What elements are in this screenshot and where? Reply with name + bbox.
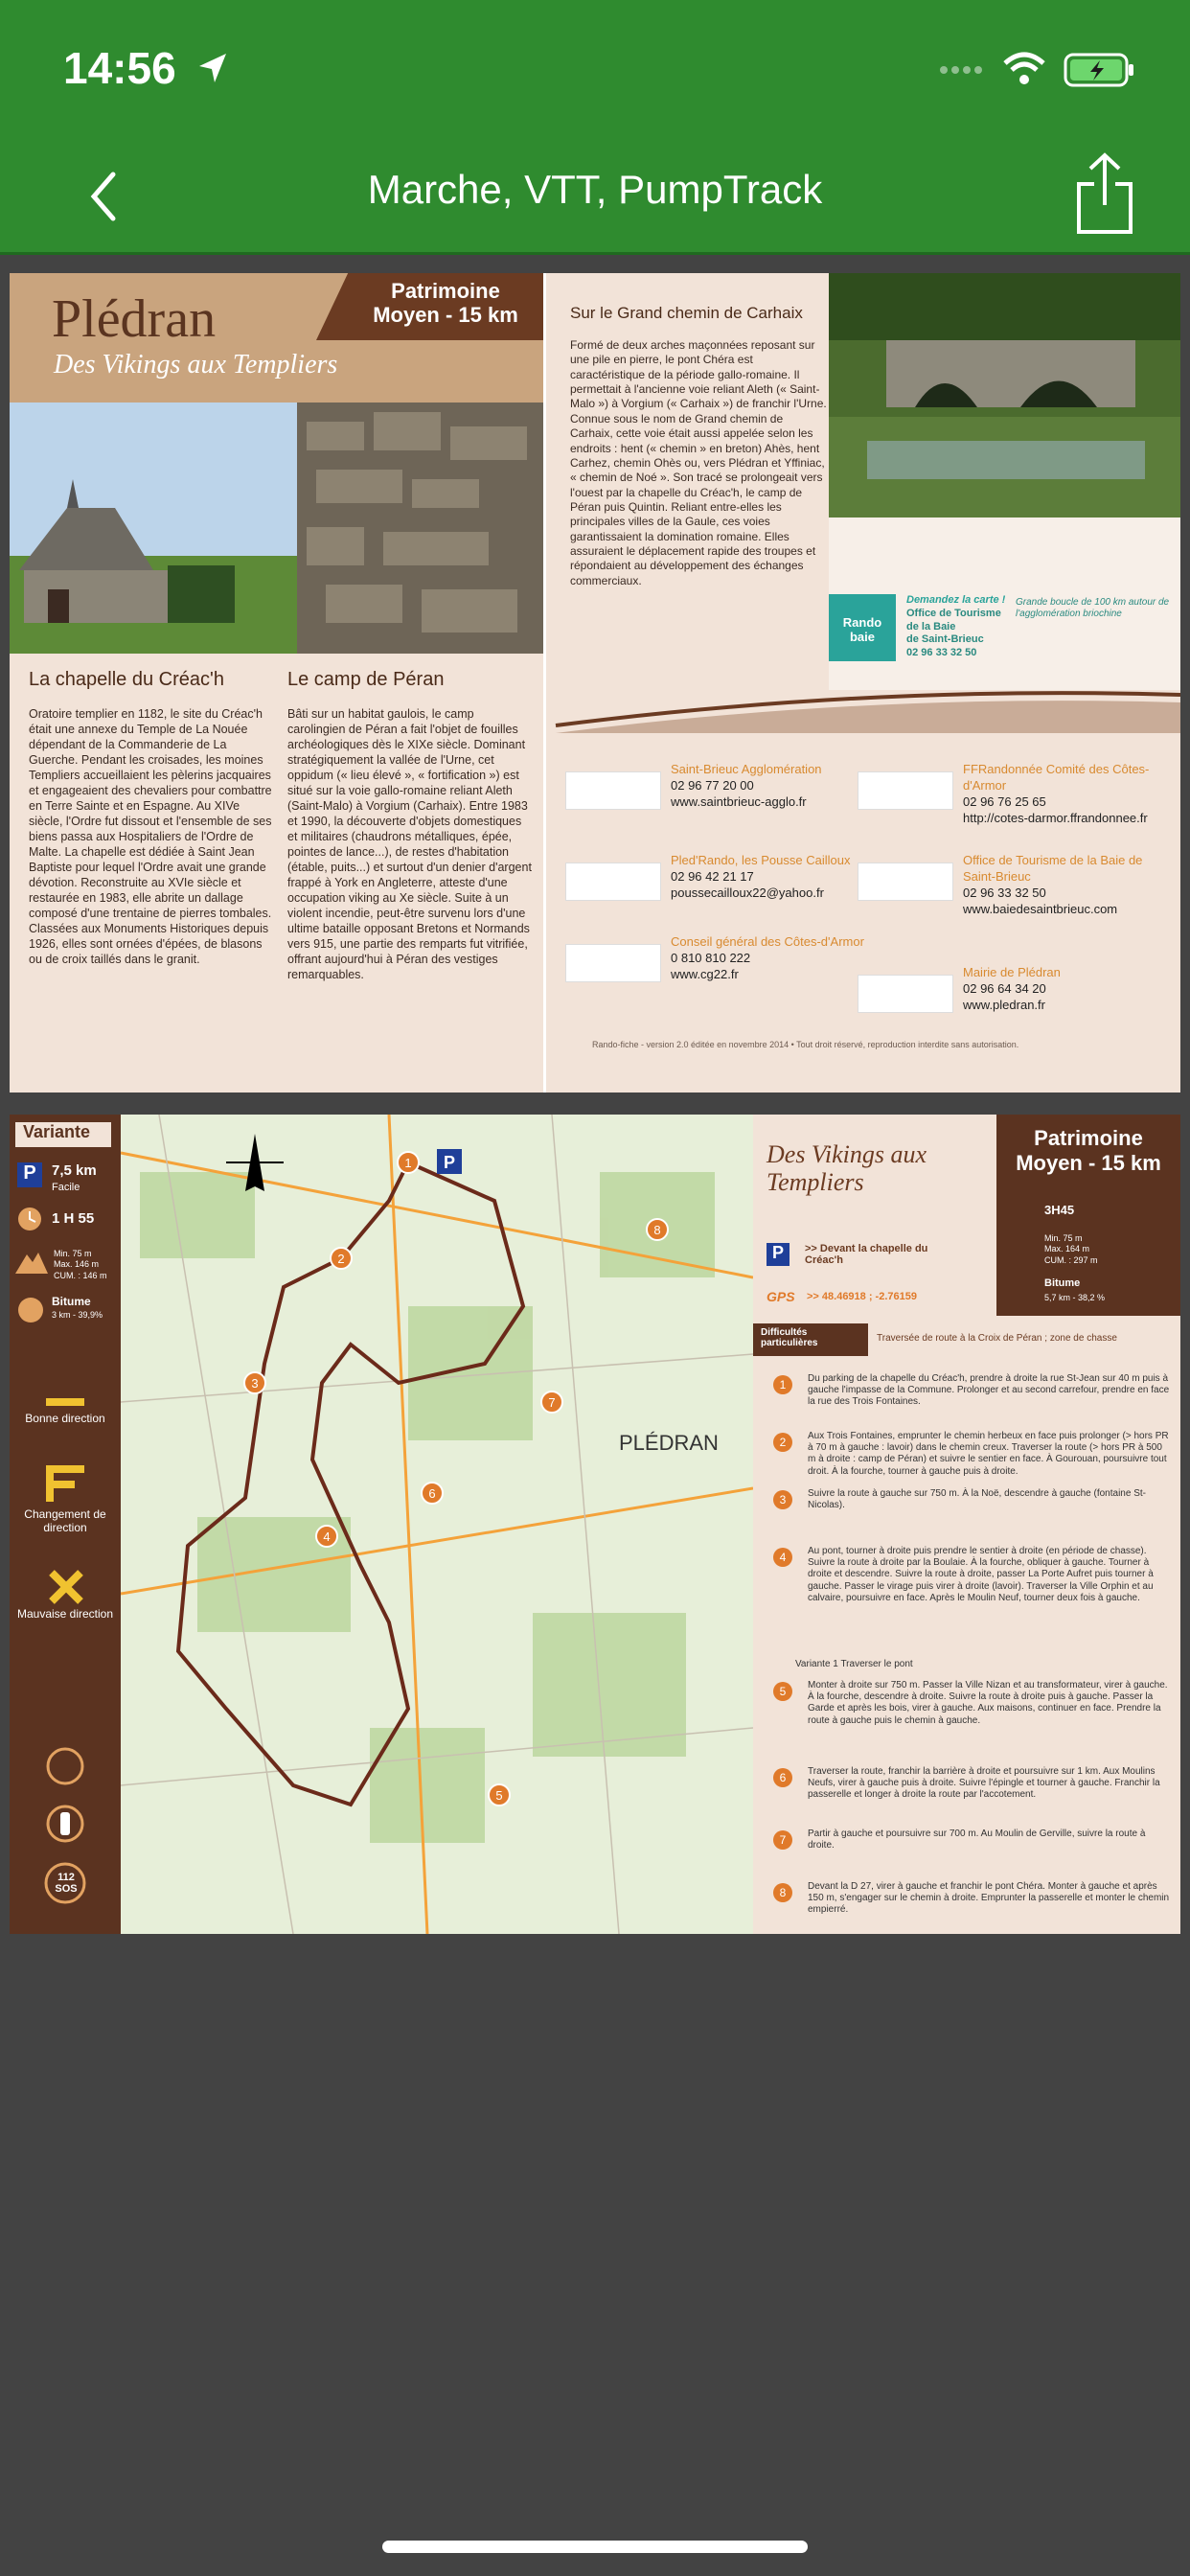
sos-badge: 112 SOS <box>55 1872 78 1896</box>
badge-text <box>355 279 537 328</box>
contact-web: poussecailloux22@yahoo.fr <box>671 885 824 900</box>
contact-logo <box>565 944 661 982</box>
battery-icon <box>1064 52 1136 88</box>
carhaix-text: Formé de deux arches maçonnées reposant sur une pile en pierre, le pont Chéra est caractéristique de la période gallo-romaine. Il permettait à l'ancienne voie reliant Aleth (« Saint-Malo ») à Vorgium (« Carhaix ») de franchir l'Urne. Connue sous le nom de Grand chemin de Carhaix, cette voie était aussi appelée selon les endroits : hent (« chemin » en breton) Ahès, hent Carhez, chemin Ohès ou, vers Plédran et Yffiniac, « chemin de Noé ». Son tracé se prolongeait vers l'ouest par la chapelle du Créac'h, le camp de Péran puis Quintin. Reliant entre-elles les principales villes de la Gaule, ces voies garantissaient la domination romaine. Elles assuraient le déplacement rapide des troupes et répondaient au développement des échanges commerciaux. <box>570 338 827 587</box>
chapelle-text: Oratoire templier en 1182, le site du Créac'h était une annexe du Temple de La Nouée dépendant de la Commanderie de La Guerche. Pendant les croisades, les moines Templiers accueillaient les pèlerins jacquaires et engageaient des chevaliers pour combattre en Terre Sainte et en Espagne. Au XIVe siècle, l'Ordre fut dissout et l'ensemble de ses biens passa aux Hospitaliers de l'Ordre de Malte. La chapelle est dédiée à Saint Jean Baptiste pour lequel l'Ordre avait une grande dévotion. Reconstruite au XVIe siècle et restaurée en 1983, elle abrite un dallage composé d'une trentaine de pierres tombales. Classées aux Monuments Historiques depuis 1926, elles sont ornées d'épées, de blasons ou de croix taillés dans le granit. <box>29 707 272 966</box>
contact-logo <box>858 975 953 1013</box>
boucle-text: Grande boucle de 100 km autour de l'agglomération briochine <box>1016 597 1170 619</box>
contact-phone: 02 96 42 21 17 <box>671 868 754 884</box>
svg-text:6: 6 <box>428 1486 436 1501</box>
rando-info-line: de Saint-Brieuc <box>906 633 984 646</box>
contact-entry <box>671 762 881 811</box>
share-icon[interactable] <box>1071 151 1138 238</box>
contact-web: www.pledran.fr <box>963 997 1045 1012</box>
gps-label: GPS <box>767 1289 795 1304</box>
rando-logo: Rando baie <box>829 594 896 661</box>
altitude <box>54 1249 107 1281</box>
contact-entry <box>671 934 881 983</box>
step-number: 5 <box>773 1682 792 1701</box>
parking-icon: P <box>17 1162 42 1187</box>
route-badge-level: Moyen - 15 km <box>1016 1151 1161 1176</box>
gps-coords: >> 48.46918 ; -2.76159 <box>807 1291 917 1302</box>
contact-name: Conseil général des Côtes-d'Armor <box>671 934 864 949</box>
contact-phone: 02 96 76 25 65 <box>963 794 1046 809</box>
contact-name: Saint-Brieuc Agglomération <box>671 762 822 776</box>
bitume-label: Bitume <box>52 1295 91 1308</box>
contact-phone: 02 96 64 34 20 <box>963 980 1046 996</box>
route-title: Des Vikings aux Templiers <box>767 1140 927 1196</box>
badge-level: Moyen - 15 km <box>373 303 518 328</box>
step-number: 8 <box>773 1883 792 1902</box>
contact-logo <box>565 771 661 810</box>
contact-web: www.cg22.fr <box>671 966 739 981</box>
contact-phone: 0 810 810 222 <box>671 950 751 965</box>
legend-good: Bonne direction <box>25 1412 105 1425</box>
nav-bar <box>0 144 1190 255</box>
step-number: 7 <box>773 1830 792 1850</box>
alt-cum: CUM. : 146 m <box>54 1270 107 1280</box>
step-text: Monter à droite sur 750 m. Passer la Ville Nizan et au transformateur, virer à gauche. À la fourche, descendre à droite. Suivre la route à droite puis à gauche. Passer la Garde et après les bois, virer à gauche. Aux maisons, continuer en face. Prendre la route à gauche puis le chemin à gauche. <box>808 1680 1168 1726</box>
svg-text:1: 1 <box>404 1156 412 1170</box>
svg-text:4: 4 <box>323 1530 331 1544</box>
step-text: Suivre la route à gauche sur 750 m. À la Noë, descendre à gauche (fontaine St-Nicolas). <box>808 1488 1146 1511</box>
wrong-direction-icon <box>48 1569 84 1605</box>
badge-category: Patrimoine <box>391 279 500 303</box>
contact-phone: 02 96 33 32 50 <box>963 885 1046 900</box>
step-text: Du parking de la chapelle du Créac'h, prendre à droite la rue St-Jean sur 40 m puis à gauche l'impasse de la Commune. Prolonger et au second carrefour, prendre en face la rue des Trois Fontaines. <box>808 1373 1170 1408</box>
legend-wrong: Mauvaise direction <box>16 1607 114 1621</box>
brochure-page-1[interactable] <box>10 273 1180 1092</box>
step-number: 1 <box>773 1375 792 1394</box>
step-number: 2 <box>773 1433 792 1452</box>
trail-divider <box>10 666 1180 733</box>
chapelle-heading: La chapelle du Créac'h <box>29 669 224 690</box>
contact-web: http://cotes-darmor.ffrandonnee.fr <box>963 810 1148 825</box>
route-altitude <box>1044 1233 1098 1266</box>
route-bitume: Bitume <box>1044 1277 1081 1289</box>
svg-text:2: 2 <box>337 1252 345 1266</box>
route-depart: >> Devant la chapelle du Créac'h <box>805 1243 928 1266</box>
step-text: Devant la D 27, virer à gauche et franchir le pont Chéra. Monter à gauche et après 150 m, s'engager sur le chemin à droite. Emprunter la passerelle et monter le chemin empierré. <box>808 1881 1170 1916</box>
contact-logo <box>565 862 661 901</box>
legend-change: Changement de direction <box>24 1507 106 1534</box>
step-text: Partir à gauche et poursuivre sur 700 m. Au Moulin de Gerville, suivre la route à droite. <box>808 1828 1146 1852</box>
step-text: Au pont, tourner à droite puis prendre le sentier à droite (en période de chasse). Suivre la route à droite par la Boulaie. À la fourche, obliquer à gauche. Tourner à droite et descendre. Suivre la route à droite, passer La Porte Aufret puis tourner à gauche. Passer le virage puis virer à droite (lavoir). Traverser la Ville Orphin et au calvaire, poursuivre en face. Après le Moulin Neuf, tourner deux fois à gauche. <box>808 1546 1154 1603</box>
brochure-subtitle: Des Vikings aux Templiers <box>54 350 338 380</box>
chapel-photo <box>10 402 546 654</box>
brochure-title: Plédran <box>52 289 217 349</box>
alt-min: Min. 75 m <box>54 1249 92 1258</box>
variante-step: Variante 1 Traverser le pont <box>795 1659 913 1669</box>
status-bar <box>0 0 1190 144</box>
elevation-icon <box>15 1249 48 1274</box>
svg-text:8: 8 <box>653 1223 661 1237</box>
svg-text:P: P <box>443 1153 456 1172</box>
route-alt-cum: CUM. : 297 m <box>1044 1254 1098 1265</box>
contact-web: www.saintbrieuc-agglo.fr <box>671 794 807 809</box>
contact-name: Pled'Rando, les Pousse Cailloux <box>671 853 851 867</box>
alt-max: Max. 146 m <box>54 1259 100 1270</box>
route-duration: 3H45 <box>1044 1203 1075 1217</box>
rando-info-line: Demandez la carte ! <box>906 594 1006 606</box>
svg-text:7: 7 <box>548 1395 556 1410</box>
svg-text:5: 5 <box>495 1788 503 1803</box>
route-map[interactable] <box>121 1115 753 1934</box>
rando-info-line: Office de Tourisme <box>906 607 1001 619</box>
good-direction-icon <box>46 1398 84 1406</box>
clock-icon <box>17 1207 42 1231</box>
step-number: 4 <box>773 1548 792 1567</box>
bitume-value: 3 km - 39,9% <box>52 1310 103 1320</box>
contact-name: Office de Tourisme de la Baie de Saint-Brieuc <box>963 853 1143 884</box>
change-direction-icon <box>46 1465 86 1504</box>
distance: 7,5 km <box>52 1162 97 1179</box>
contact-entry <box>963 762 1174 827</box>
nav-title: Marche, VTT, PumpTrack <box>367 167 823 212</box>
step-number: 6 <box>773 1768 792 1787</box>
rando-info-line: 02 96 33 32 50 <box>906 647 977 658</box>
step-text: Aux Trois Fontaines, emprunter le chemin herbeux en face puis prolonger (> hors PR à 70 m à gauche : lavoir) dans le chemin creux. Traverser la route (> hors PR à 500 m à droite : camp de Péran) et suivre le sentier en face. À Gourouan, poursuivre tout droit. À la fourche, tourner à gauche puis à droite. <box>808 1431 1169 1477</box>
variante-label: Variante <box>15 1122 111 1147</box>
difficulties-label: Difficultés particulières <box>753 1323 868 1356</box>
contact-entry <box>963 965 1174 1014</box>
carhaix-heading: Sur le Grand chemin de Carhaix <box>570 304 803 322</box>
map-town-label: PLÉDRAN <box>619 1431 719 1455</box>
contact-entry <box>963 853 1174 918</box>
svg-text:3: 3 <box>251 1376 259 1391</box>
route-badge-category: Patrimoine <box>1034 1126 1143 1150</box>
difficulties-text: Traversée de route à la Croix de Péran ; zone de chasse <box>877 1333 1117 1344</box>
contact-entry <box>671 853 881 902</box>
signal-icon <box>939 59 983 80</box>
camp-text: Bâti sur un habitat gaulois, le camp carolingien de Péran a fait l'objet de fouilles archéologiques dès le XIXe siècle. Dominant stratégiquement la vallée de l'Urne, cet oppidum (« lieu élevé », « fortification ») est situé sur la voie gallo-romaine reliant Aleth (Saint-Malo) à Vorgium (Carhaix). Entre 1983 et 1990, la découverte d'objets domestiques et militaires (chaudrons métalliques, épée, pointes de lance...), de restes d'habitation (étable, puits...) et surtout d'un denier d'argent frappé à York en Angleterre, atteste d'une occupation viking au Xe siècle. Suite à un violent incendie, peut-être survenu lors d'une ultime bataille opposant Bretons et Normands vers 915, une partie des remparts fut vitrifiée, offrant aujourd'hui à Péran des vestiges remarquables. <box>287 707 532 981</box>
camp-heading: Le camp de Péran <box>287 669 445 690</box>
difficulty: Facile <box>52 1182 80 1193</box>
contact-web: www.baiedesaintbrieuc.com <box>963 901 1118 916</box>
home-indicator[interactable] <box>382 2541 808 2553</box>
rando-info-line: de la Baie <box>906 620 956 632</box>
bitume-icon <box>17 1297 44 1323</box>
location-arrow-icon <box>197 52 228 84</box>
wifi-icon <box>1002 52 1046 86</box>
duration: 1 H 55 <box>52 1210 95 1227</box>
contact-logo <box>858 771 953 810</box>
rando-info <box>906 594 1005 660</box>
step-number: 3 <box>773 1490 792 1509</box>
contact-phone: 02 96 77 20 00 <box>671 777 754 793</box>
route-badge <box>996 1115 1180 1316</box>
contact-name: Mairie de Plédran <box>963 965 1061 979</box>
brochure-page-2[interactable] <box>10 1115 1180 1934</box>
route-alt-min: Min. 75 m <box>1044 1233 1083 1243</box>
credits: Rando-fiche - version 2.0 éditée en novembre 2014 • Tout droit réservé, reproduction interdite sans autorisation. <box>592 1040 1019 1049</box>
route-bitume-value: 5,7 km - 38,2 % <box>1044 1293 1106 1302</box>
status-time: 14:56 <box>63 43 176 93</box>
contact-name: FFRandonnée Comité des Côtes-d'Armor <box>963 762 1150 793</box>
route-parking-icon: P <box>767 1243 790 1266</box>
contact-logo <box>858 862 953 901</box>
step-text: Traverser la route, franchir la barrière à droite et poursuivre sur 1 km. Aux Moulins Neufs, virer à gauche puis à droite. Suivre l'épingle et tourner à gauche. Franchir la passerelle et longer à droite la route par l'accotement. <box>808 1766 1160 1801</box>
route-badge-text <box>996 1126 1180 1177</box>
route-alt-max: Max. 164 m <box>1044 1244 1090 1254</box>
bridge-photo <box>829 273 1180 518</box>
